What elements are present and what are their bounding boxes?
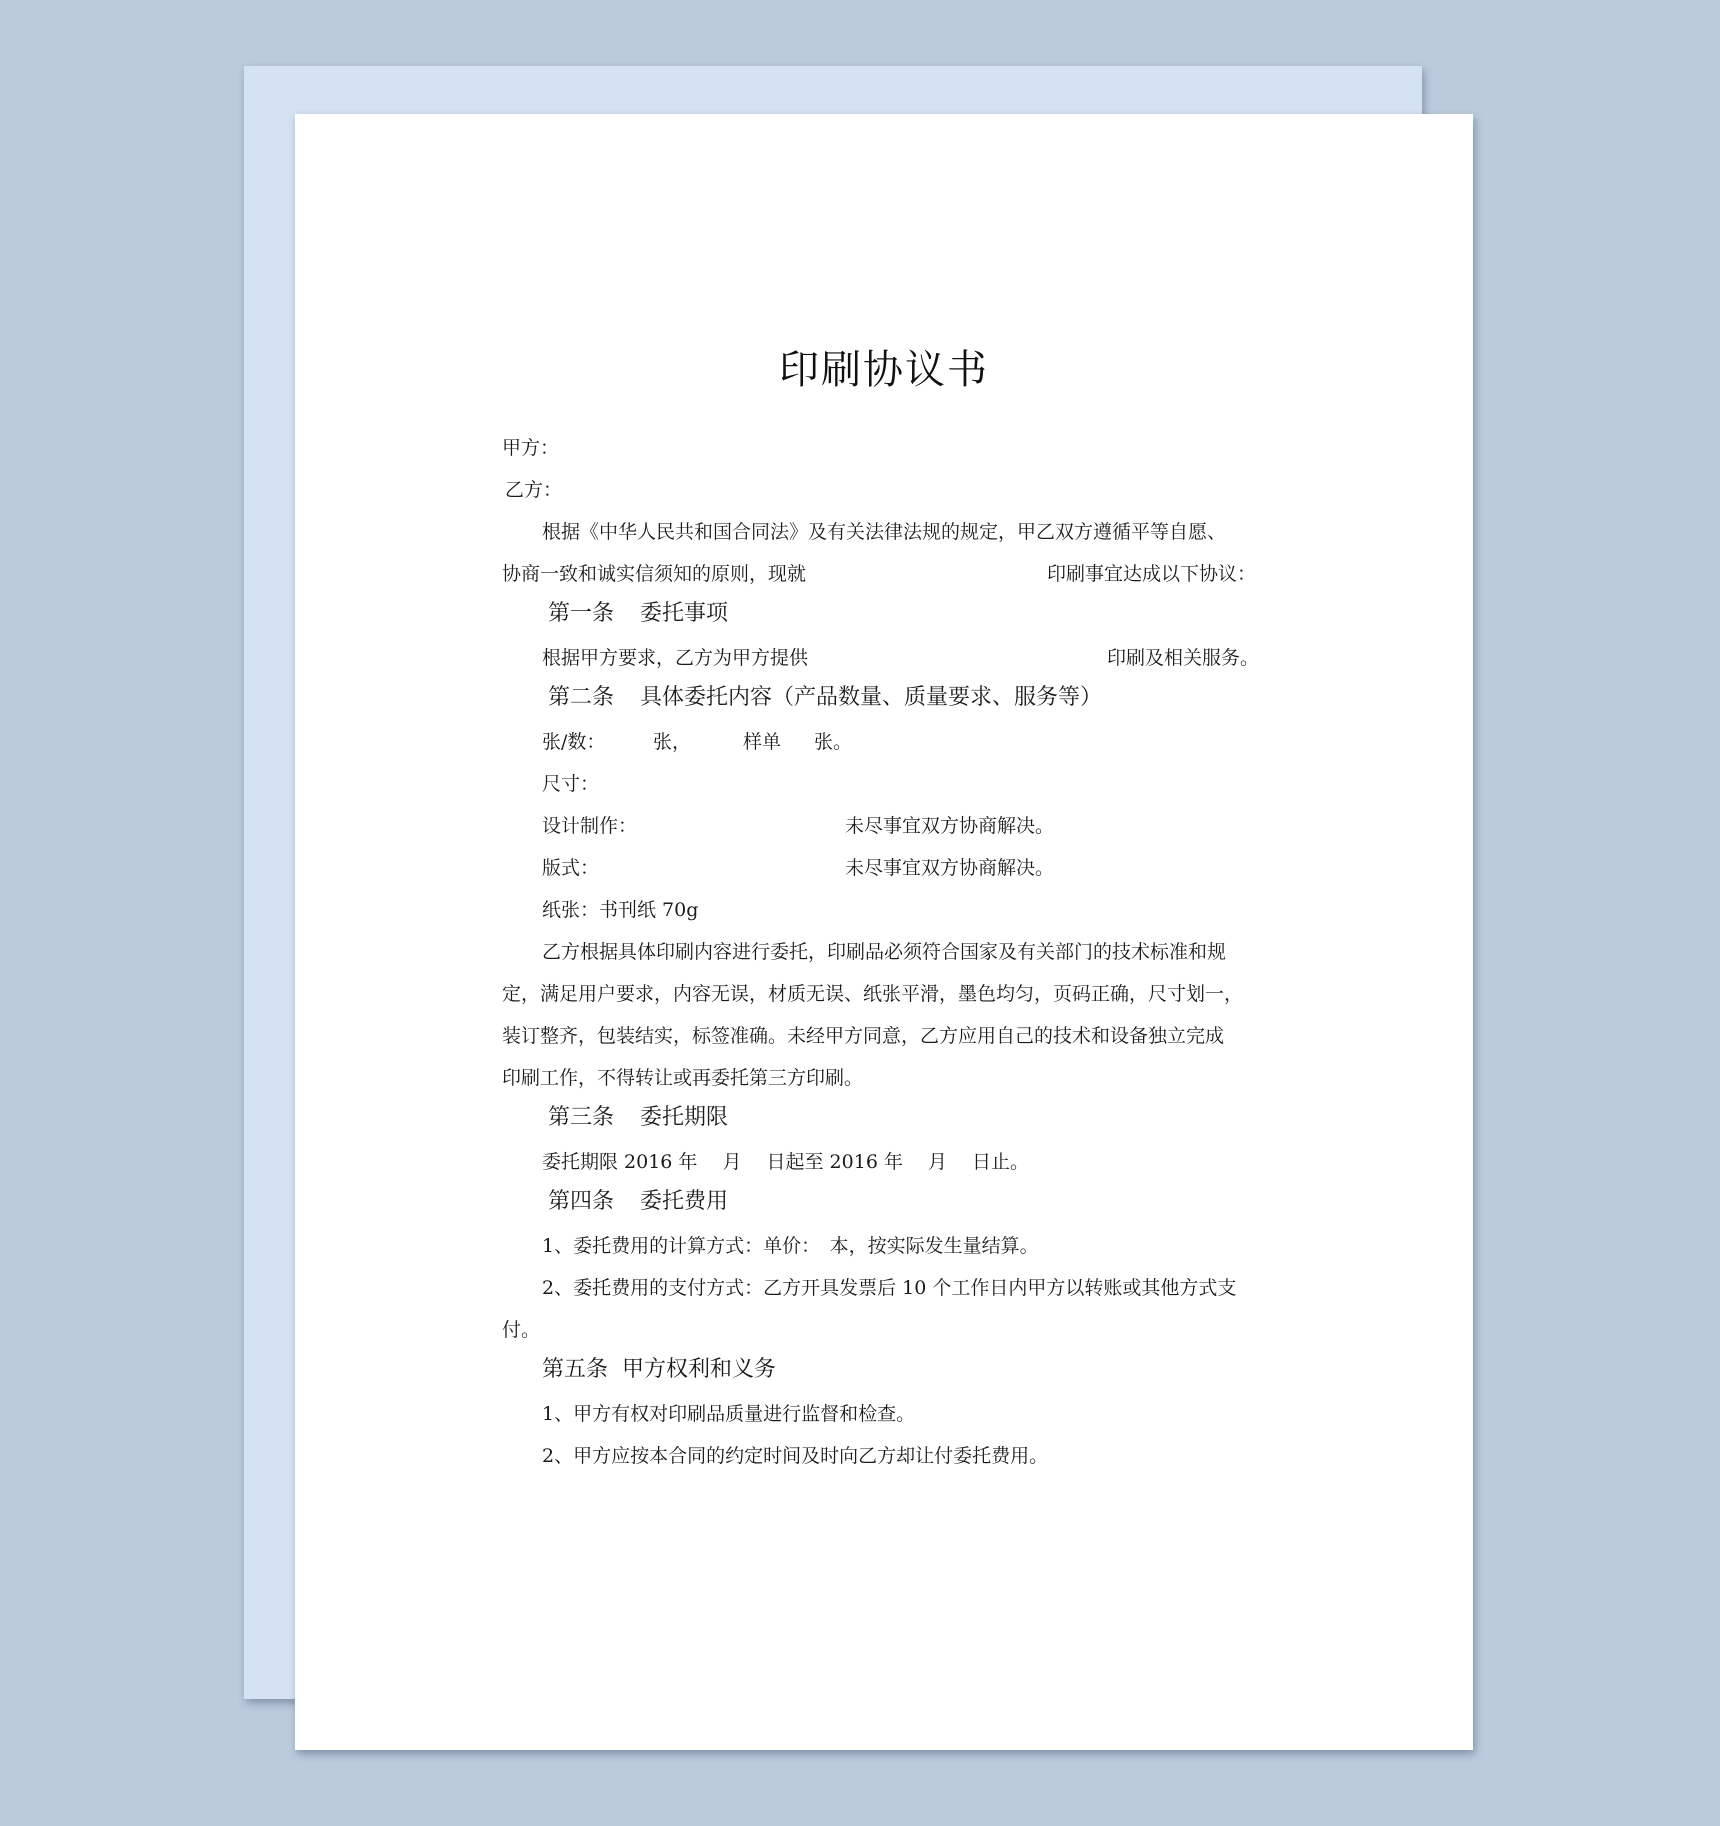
party-a-right-item-1: 1、甲方有权对印刷品质量进行监督和检查。 — [542, 1403, 916, 1425]
quality-paragraph-line-4: 印刷工作，不得转让或再委托第三方印刷。 — [502, 1067, 864, 1089]
fee-calculation-item: 1、委托费用的计算方式：单价： 本，按实际发生量结算。 — [542, 1235, 1039, 1257]
article-4-heading — [548, 1190, 728, 1214]
quality-paragraph-line-1: 乙方根据具体印刷内容进行委托，印刷品必须符合国家及有关部门的技术标准和规 — [542, 941, 1227, 963]
paper-spec: 纸张：书刊纸 70g — [542, 899, 699, 921]
preamble-line-2-right: 印刷事宜达成以下协议： — [1047, 563, 1257, 585]
preamble-line-2-left: 协商一致和诚实信须知的原则，现就 — [502, 563, 807, 585]
sample-unit: 张。 — [814, 731, 853, 753]
article-5-heading: 第五条 甲方权利和义务 — [542, 1357, 776, 1382]
term-text: 委托期限 2016 年 月 日起至 2016 年 月 日止。 — [542, 1151, 1030, 1173]
article-2-title: 具体委托内容（产品数量、质量要求、服务等） — [640, 685, 1103, 710]
article-3-number: 第三条 — [548, 1105, 615, 1130]
quantity-unit: 张， — [653, 731, 692, 753]
article-4-title: 委托费用 — [640, 1189, 729, 1214]
sample-label: 样单 — [743, 731, 782, 753]
party-a-right-item-2: 2、甲方应按本合同的约定时间及时向乙方却让付委托费用。 — [542, 1445, 1049, 1467]
fee-payment-item-line-2: 付。 — [502, 1319, 541, 1341]
article-2-heading — [548, 686, 1102, 710]
quality-paragraph-line-2: 定，满足用户要求，内容无误，材质无误、纸张平滑，墨色均匀，页码正确，尺寸划一， — [502, 983, 1244, 1005]
party-b-label: 乙方： — [505, 479, 563, 501]
document-page — [295, 114, 1473, 1750]
preamble-line-1: 根据《中华人民共和国合同法》及有关法律法规的规定，甲乙双方遵循平等自愿、 — [542, 521, 1227, 543]
size-label: 尺寸： — [542, 773, 600, 795]
party-a-label: 甲方： — [502, 437, 560, 459]
article-2-number: 第二条 — [548, 685, 615, 710]
article-4-number: 第四条 — [548, 1189, 615, 1214]
article-1-text-right: 印刷及相关服务。 — [1107, 647, 1260, 669]
quality-paragraph-line-3: 装订整齐，包装结实，标签准确。未经甲方同意，乙方应用自己的技术和设备独立完成 — [502, 1025, 1225, 1047]
format-note: 未尽事宜双方协商解决。 — [845, 857, 1055, 879]
article-1-heading — [548, 602, 728, 626]
design-label: 设计制作： — [542, 815, 638, 837]
article-3-heading — [548, 1106, 728, 1130]
article-3-title: 委托期限 — [640, 1105, 729, 1130]
article-1-number: 第一条 — [548, 601, 615, 626]
fee-payment-item-line-1: 2、委托费用的支付方式：乙方开具发票后 10 个工作日内甲方以转账或其他方式支 — [542, 1277, 1237, 1299]
design-note: 未尽事宜双方协商解决。 — [845, 815, 1055, 837]
quantity-label: 张/数： — [542, 731, 606, 753]
document-title: 印刷协议书 — [779, 347, 989, 393]
format-label: 版式： — [542, 857, 600, 879]
article-1-title: 委托事项 — [640, 601, 729, 626]
article-1-text-left: 根据甲方要求，乙方为甲方提供 — [542, 647, 809, 669]
